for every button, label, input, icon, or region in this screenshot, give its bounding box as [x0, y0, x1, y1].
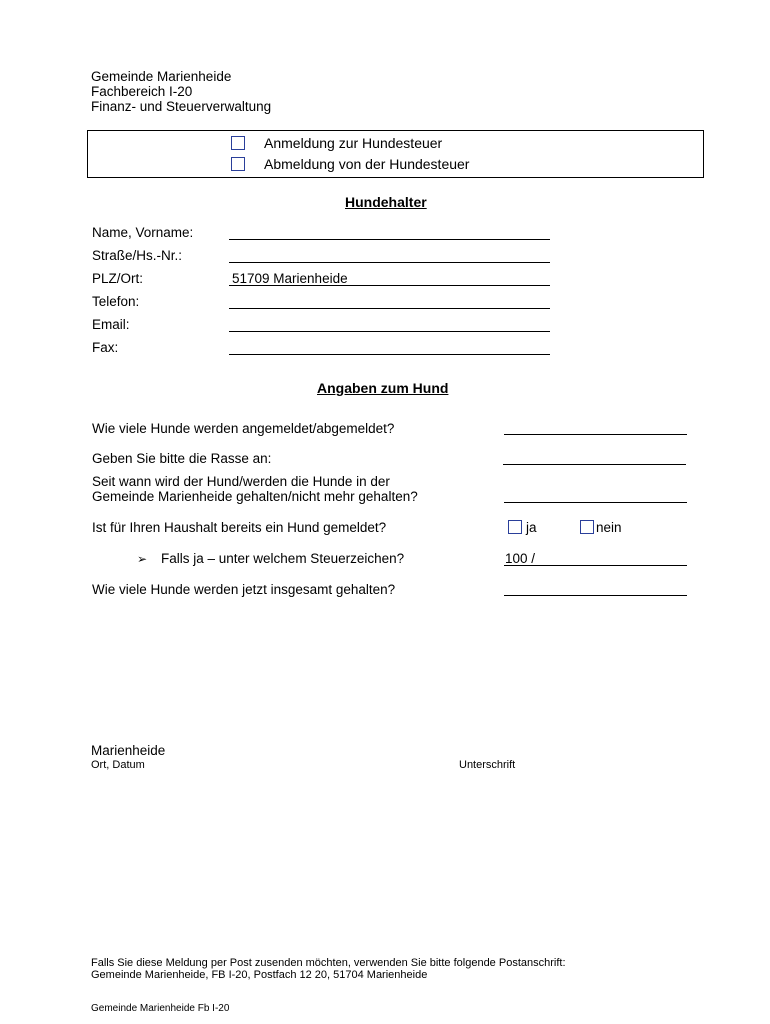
- unterschrift-label: Unterschrift: [459, 759, 516, 771]
- steuerzeichen-question: Falls ja – unter welchem Steuerzeichen?: [161, 551, 405, 566]
- telefon-field[interactable]: [229, 308, 550, 309]
- fax-label: Fax:: [92, 340, 119, 355]
- post-note-line-2: Gemeinde Marienheide, FB I-20, Postfach 12 20, 51704 Marienheide: [91, 969, 428, 981]
- seit-field[interactable]: [504, 502, 687, 503]
- plz-field[interactable]: [229, 285, 550, 286]
- header-line-1: Gemeinde Marienheide: [91, 69, 232, 84]
- telefon-label: Telefon:: [92, 294, 140, 309]
- abmeldung-checkbox[interactable]: [231, 157, 245, 171]
- header-line-3: Finanz- und Steuerverwaltung: [91, 99, 272, 114]
- abmeldung-label: Abmeldung von der Hundesteuer: [264, 156, 470, 172]
- seit-question-line-1: Seit wann wird der Hund/werden die Hunde in der: [92, 474, 390, 489]
- strasse-field[interactable]: [229, 262, 550, 263]
- post-note-line-1: Falls Sie diese Meldung per Post zusenden möchten, verwenden Sie bitte folgende Postanschrift:: [91, 957, 566, 969]
- fax-field[interactable]: [229, 354, 550, 355]
- ort-value: Marienheide: [91, 743, 166, 758]
- anzahl-question: Wie viele Hunde werden angemeldet/abgemeldet?: [92, 421, 395, 436]
- email-label: Email:: [92, 317, 130, 332]
- plz-value: 51709 Marienheide: [232, 271, 348, 286]
- insgesamt-question: Wie viele Hunde werden jetzt insgesamt gehalten?: [92, 582, 396, 597]
- seit-question-line-2: Gemeinde Marienheide gehalten/nicht mehr gehalten?: [92, 489, 418, 504]
- name-label: Name, Vorname:: [92, 225, 194, 240]
- ja-label: ja: [526, 520, 537, 535]
- steuerzeichen-value: 100 /: [505, 551, 536, 566]
- anmeldung-checkbox[interactable]: [231, 136, 245, 150]
- insgesamt-field[interactable]: [504, 595, 687, 596]
- anzahl-field[interactable]: [504, 434, 687, 435]
- hundehalter-heading: Hundehalter: [345, 194, 427, 210]
- ja-checkbox[interactable]: [508, 520, 522, 534]
- hund-heading: Angaben zum Hund: [317, 380, 449, 396]
- anmeldung-label: Anmeldung zur Hundesteuer: [264, 135, 443, 151]
- rasse-question: Geben Sie bitte die Rasse an:: [92, 451, 272, 466]
- nein-label: nein: [596, 520, 622, 535]
- email-field[interactable]: [229, 331, 550, 332]
- steuerzeichen-field[interactable]: [504, 565, 687, 566]
- nein-checkbox[interactable]: [580, 520, 594, 534]
- plz-label: PLZ/Ort:: [92, 271, 144, 286]
- arrow-bullet-icon: ➢: [137, 552, 148, 566]
- form-id: Gemeinde Marienheide Fb I-20: [91, 1003, 230, 1014]
- header-line-2: Fachbereich I-20: [91, 84, 193, 99]
- ort-datum-label: Ort, Datum: [91, 759, 145, 771]
- strasse-label: Straße/Hs.-Nr.:: [92, 248, 183, 263]
- name-field[interactable]: [229, 239, 550, 240]
- rasse-field[interactable]: [503, 464, 686, 465]
- haushalt-question: Ist für Ihren Haushalt bereits ein Hund gemeldet?: [92, 520, 387, 535]
